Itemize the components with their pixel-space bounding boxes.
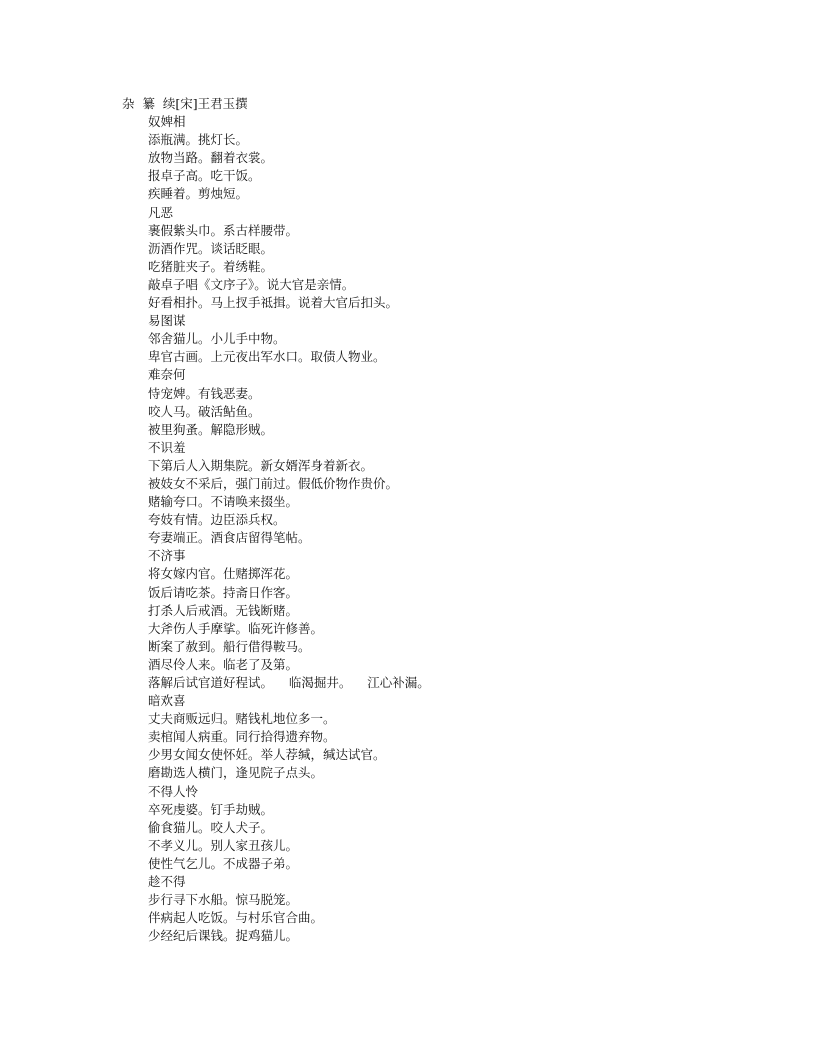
- text-line: 卒死虔婆。钉手劫贼。: [148, 801, 274, 817]
- section-heading: 不济事: [148, 548, 186, 564]
- section-heading: 易图谋: [148, 313, 186, 329]
- text-line: 少男女闻女使怀妊。举人荐缄，缄达试官。: [148, 747, 386, 763]
- text-line: 打杀人后戒酒。无钱断赌。: [148, 602, 299, 618]
- section-heading: 趁不得: [148, 874, 186, 890]
- section-heading: 凡恶: [148, 204, 174, 220]
- text-line: 断案了赦到。船行借得鞍马。: [148, 638, 311, 654]
- section-heading: 不得人怜: [148, 783, 199, 799]
- text-line: 敲卓子唱《文序子》。说大官是亲情。: [148, 276, 355, 292]
- document-body: [0, 113, 816, 945]
- text-line: 偷食猫儿。咬人犬子。: [148, 819, 274, 835]
- text-line: 夸妓有情。边臣添兵权。: [148, 512, 286, 528]
- section-heading: 奴婢相: [148, 114, 186, 130]
- text-line: 下第后人入期集院。新女婿浑身着新衣。: [148, 457, 374, 473]
- section-heading: 难奈何: [148, 367, 186, 383]
- text-line: 报卓子高。吃干饭。: [148, 168, 261, 184]
- document-title: 杂 纂 续[宋]王君玉撰: [122, 96, 248, 111]
- text-line: 卑官古画。上元夜出军水口。取债人物业。: [148, 349, 386, 365]
- text-line: 恃宠婢。有钱恶妻。: [148, 385, 261, 401]
- text-line: 好看相扑。马上扠手祗揖。说着大官后扣头。: [148, 295, 399, 311]
- text-line: 步行寻下水船。惊马脱笼。: [148, 892, 299, 908]
- text-line: 放物当路。翻着衣裳。: [148, 150, 274, 166]
- text-line: 吃猪脏夹子。着绣鞋。: [148, 258, 274, 274]
- text-line: 裹假紫头巾。系古样腰带。: [148, 222, 299, 238]
- text-line: 夸妻端正。酒食店留得笔帖。: [148, 530, 311, 546]
- text-line: 沥酒作咒。谈话眨眼。: [148, 240, 274, 256]
- section-heading: 不识羞: [148, 439, 186, 455]
- text-line: 磨勘选人横门，逢见院子点头。: [148, 765, 324, 781]
- text-line: 大斧伤人手摩挲。临死许修善。: [148, 620, 324, 636]
- document-page: [0, 95, 816, 945]
- text-line: 卖棺闻人病重。同行拾得遗弃物。: [148, 729, 336, 745]
- text-line: 使性气乞儿。不成器子弟。: [148, 855, 299, 871]
- text-line: 将女嫁内官。仕赌掷浑花。: [148, 566, 299, 582]
- text-line: 咬人马。破活鲇鱼。: [148, 403, 261, 419]
- text-line: 添瓶满。挑灯长。: [148, 132, 249, 148]
- text-line: 被妓女不采后，强门前过。假低价物作贵价。: [148, 475, 399, 491]
- text-line: 饭后请吃茶。持斋日作客。: [148, 584, 299, 600]
- text-line: 邻舍猫儿。小儿手中物。: [148, 331, 286, 347]
- section-heading: 暗欢喜: [148, 693, 186, 709]
- text-line: 疾睡着。剪烛短。: [148, 186, 249, 202]
- text-line: 赌输夸口。不请唤来掇坐。: [148, 494, 299, 510]
- text-line: 酒尽伶人来。临老了及第。: [148, 656, 299, 672]
- text-line: 落解后试官道好程试。 临渴掘井。 江心补漏。: [148, 675, 430, 690]
- text-line: 不孝义儿。别人家丑孩儿。: [148, 837, 299, 853]
- text-line: 少经纪后课钱。捉鸡猫儿。: [148, 928, 299, 944]
- text-line: 被里狗蚤。解隐形贼。: [148, 421, 274, 437]
- text-line: 丈夫商贩远归。赌钱札地位多一。: [148, 711, 336, 727]
- text-line: 伴病起人吃饭。与村乐官合曲。: [148, 910, 324, 926]
